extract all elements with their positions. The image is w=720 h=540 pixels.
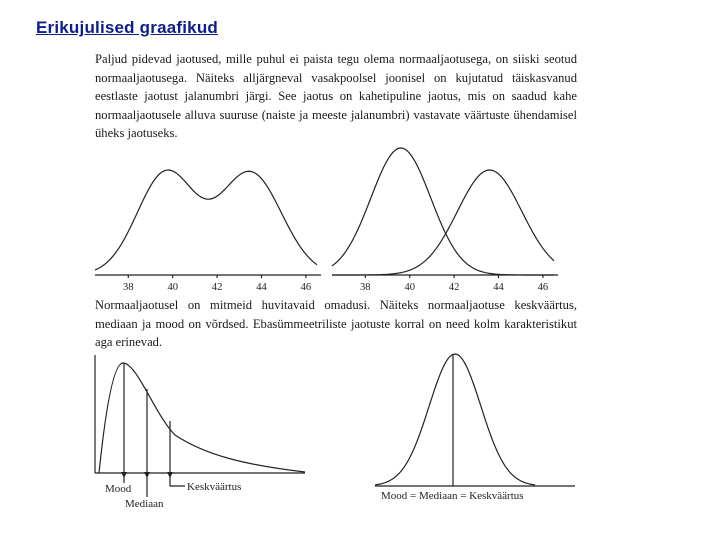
mode-label: Mood [105,483,132,495]
x-tick-label: 46 [537,282,549,293]
x-tick-label: 42 [448,282,460,293]
x-tick-label: 40 [404,282,415,293]
two-normals-chart [332,140,562,293]
x-tick-label: 38 [360,282,371,293]
center-label: Mood = Mediaan = Keskväärtus [381,490,524,502]
bimodal-curve [95,170,317,270]
x-tick-label: 44 [493,282,504,293]
x-tick-label: 40 [167,282,178,293]
x-tick-label: 44 [256,282,267,293]
x-tick-label: 38 [123,282,134,293]
symmetric-normal-chart [375,350,585,510]
skewed-chart [95,355,335,515]
mean-leader [170,478,185,486]
slide-title: Erikujulised graafikud [36,18,219,37]
mean-label: Keskväärtus [187,481,242,493]
x-tick-label: 42 [211,282,223,293]
male-normal-curve [332,170,554,275]
mean-arrow [167,472,173,478]
skewed-curve [99,363,305,473]
mode-arrow [121,472,127,478]
x-tick-label: 46 [300,282,312,293]
intro-paragraph: Paljud pidevad jaotused, mille puhul ei paista tegu olema normaaljaotusega, on siiski seotud normaaljaotusega. Näiteks alljärgneval vasakpoolsel joonisel on kujutatud täiskasvanud eestlaste jaotust jalanumbri järgi. See jaotus on kahetipuline jaotus, mis on saadud kahe normaaljaotusele alluva suuruse (naiste ja meeste jalanumbri) vastavate väärtuste ühendamisel üheks jaotuseks. [95,52,577,140]
symmetric-curve [375,354,535,485]
bimodal-chart [95,140,325,293]
properties-paragraph: Normaaljaotusel on mitmeid huvitavaid omadusi. Näiteks normaaljaotuse keskväärtus, mediaan ja mood on võrdsed. Ebasümmeetriliste jaotuste korral on need kolm karakteristikut aga erinevad. [95,298,577,349]
median-arrow [144,472,150,478]
median-label: Mediaan [125,498,164,510]
female-normal-curve [332,148,554,275]
